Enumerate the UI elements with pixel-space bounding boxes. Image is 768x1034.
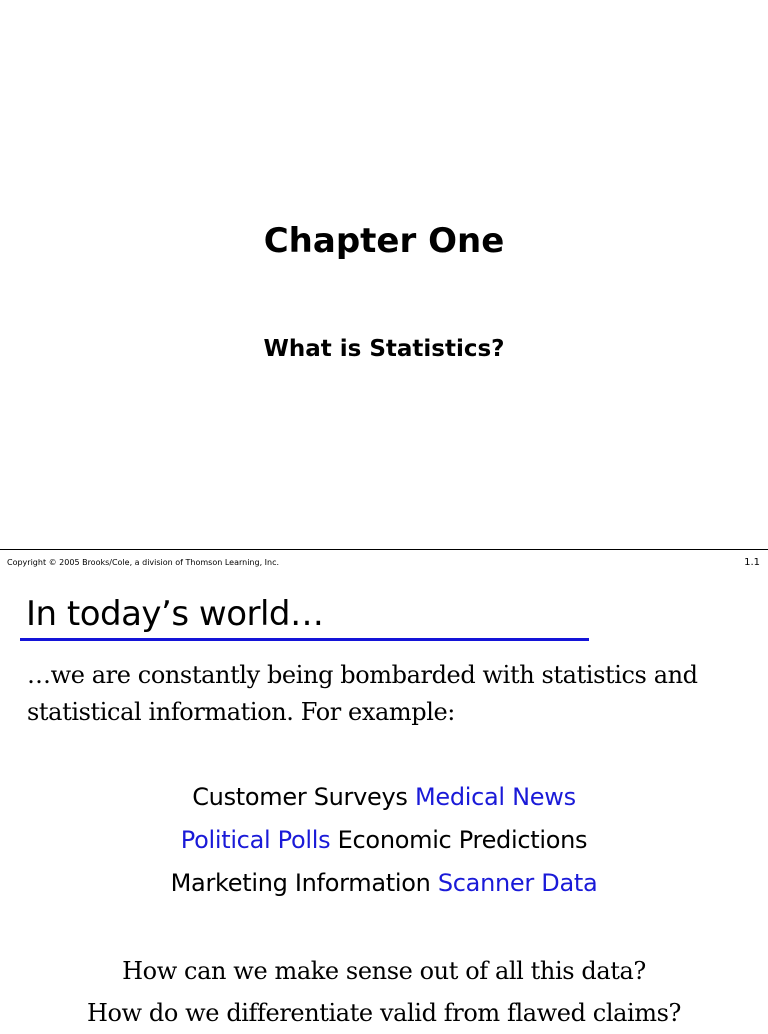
slide-number: 1.1 (744, 557, 760, 568)
copyright-notice: Copyright © 2005 Brooks/Cole, a division of Thomson Learning, Inc. (7, 558, 280, 567)
example-customer-surveys: Customer Surveys (192, 783, 408, 811)
examples-row (0, 776, 768, 819)
chapter-title: Chapter One (263, 221, 505, 261)
example-marketing-information: Marketing Information (170, 869, 431, 897)
title-underline (20, 638, 589, 641)
intro-line: statistical information. For example: (27, 698, 455, 726)
intro-line: …we are constantly being bombarded with statistics and (27, 661, 698, 689)
question-line: How do we differentiate valid from flawed claims? (86, 999, 682, 1027)
example-scanner-data: Scanner Data (437, 869, 598, 897)
example-medical-news: Medical News (414, 783, 576, 811)
questions (0, 950, 768, 1034)
examples-row (0, 862, 768, 905)
example-economic-predictions: Economic Predictions (337, 826, 588, 854)
slide-title: In today’s world… (26, 594, 324, 634)
examples-row (0, 819, 768, 862)
chapter-subtitle: What is Statistics? (263, 336, 505, 362)
question-line: How can we make sense out of all this data? (122, 957, 646, 985)
examples-list (0, 776, 768, 905)
slide-divider (0, 549, 768, 550)
example-political-polls: Political Polls (180, 826, 331, 854)
intro-paragraph (27, 657, 747, 731)
